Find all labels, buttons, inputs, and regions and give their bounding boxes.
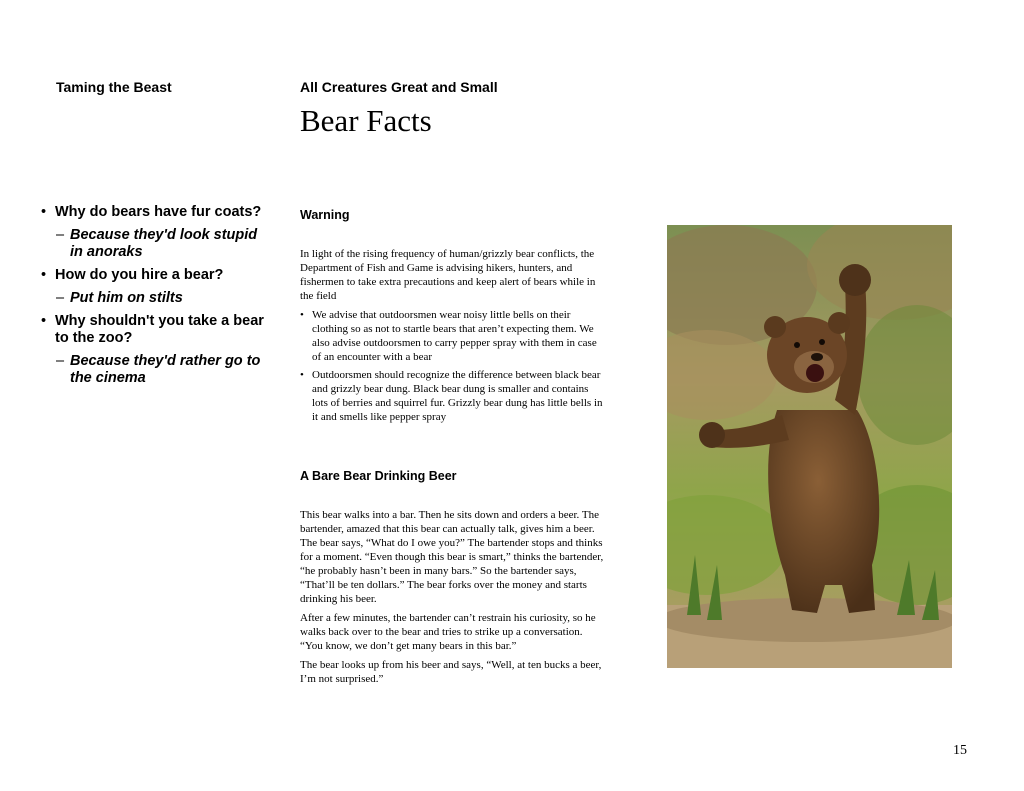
warning-heading: Warning <box>300 208 350 222</box>
jokes-list <box>40 204 265 393</box>
warning-bullets <box>300 308 605 428</box>
joke-answer: – Put him on stilts <box>40 290 265 307</box>
joke-question: • How do you hire a bear? <box>40 267 265 284</box>
story-paragraph: This bear walks into a bar. Then he sits down and orders a beer. The bartender, amazed that this bear can actually talk, gives him a beer. The bear says, “What do I owe you?” The bartender stops and thinks for a moment. “Even though this bear is smart,” thinks the bartender, “he probably hasn’t been in many bars.” So the bartender says, “That’ll be ten dollars.” The bear forks over the money and starts drinking his beer. <box>300 509 604 605</box>
page-number: 15 <box>953 743 967 758</box>
page-title: Bear Facts <box>300 103 432 138</box>
story-paragraph: The bear looks up from his beer and says, “Well, at ten bucks a beer, I’m not surprised.” <box>300 659 602 685</box>
joke-answer: – Because they'd look stupid in anoraks <box>40 227 265 261</box>
section-header: All Creatures Great and Small <box>300 79 498 95</box>
warning-bullet: • Outdoorsmen should recognize the difference between black bear and grizzly bear dung. Black bear dung is smaller and contains lots of berries and squirrel fur. Grizzly bear dung has little bells in it and smells like pepper spray <box>300 368 605 424</box>
warning-bullet: • We advise that outdoorsmen wear noisy little bells on their clothing so as not to startle bears that aren’t expecting them. We also advise outdoorsmen to carry pepper spray with them in case of an encounter with a bear <box>300 308 605 364</box>
story-body <box>300 508 605 691</box>
bear-cub-illustration <box>667 225 952 668</box>
story-heading: A Bare Bear Drinking Beer <box>300 469 457 483</box>
running-header-left: Taming the Beast <box>56 79 172 95</box>
story-paragraph: After a few minutes, the bartender can’t restrain his curiosity, so he walks back over to the bear and tries to strike up a conversation. “You know, we don’t get many bears in this bar.” <box>300 612 596 652</box>
joke-question: • Why do bears have fur coats? <box>40 204 265 221</box>
joke-answer: – Because they'd rather go to the cinema <box>40 353 265 387</box>
joke-question: • Why shouldn't you take a bear to the zoo? <box>40 313 265 347</box>
warning-intro: In light of the rising frequency of human/grizzly bear conflicts, the Department of Fish and Game is advising hikers, hunters, and fishermen to take extra precautions and keep alert of bears while in the field <box>300 248 596 302</box>
bear-cub-photo <box>667 225 952 668</box>
